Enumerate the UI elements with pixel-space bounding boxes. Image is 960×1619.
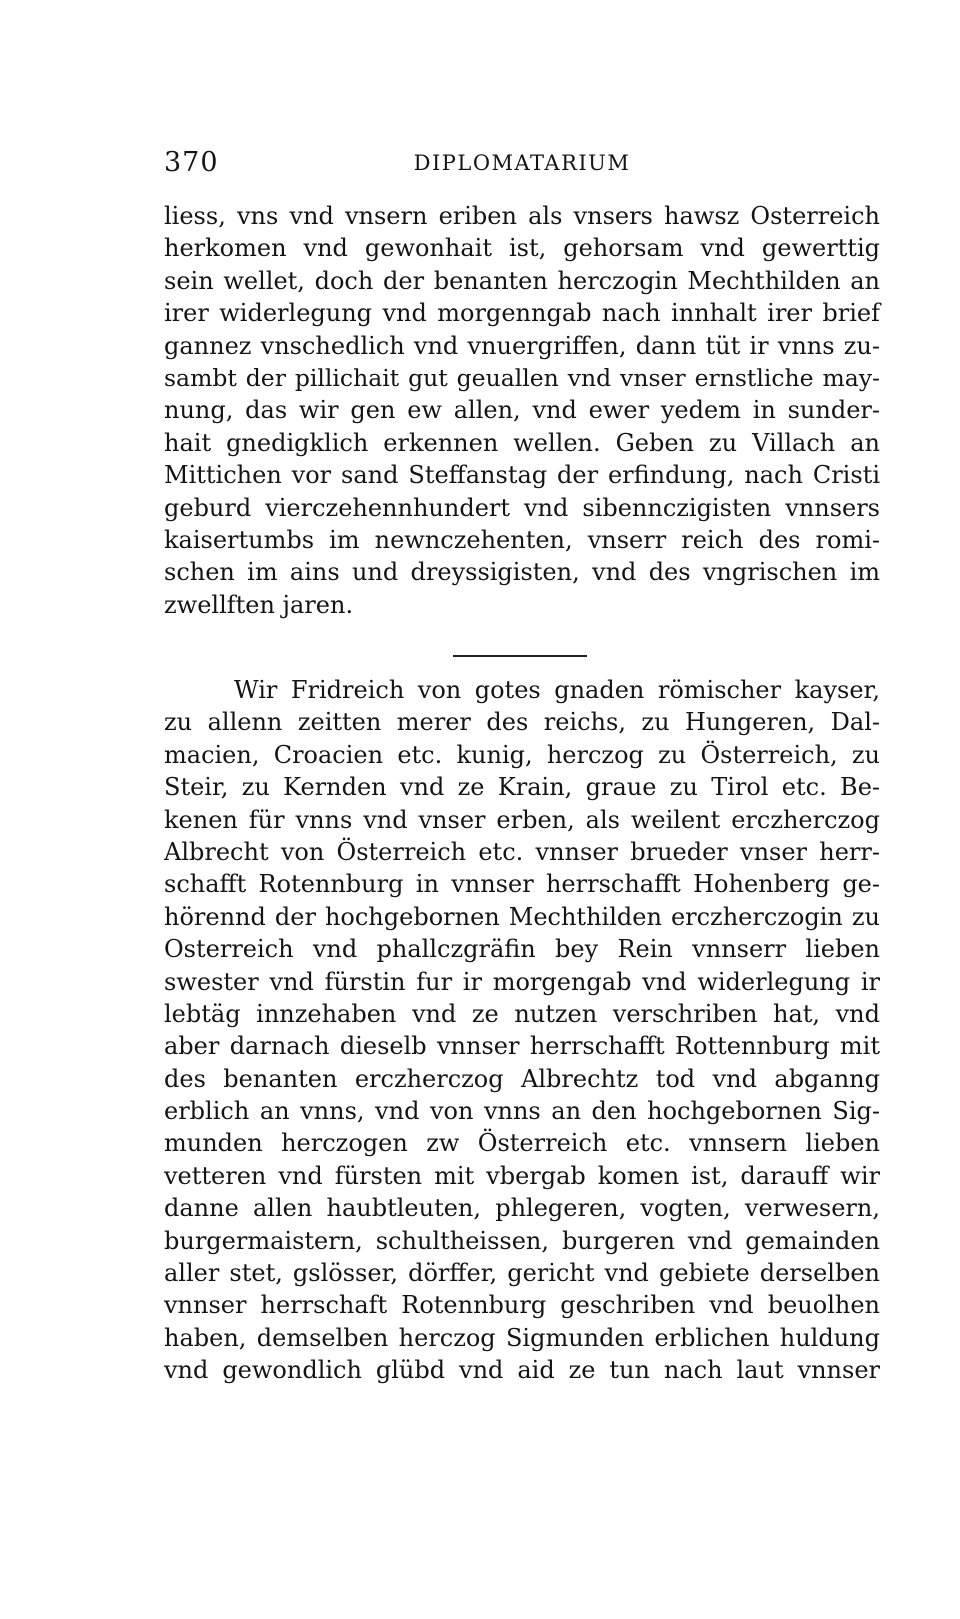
text-line: vnnser herrschaft Rotennburg geschriben vnd beuolhen (164, 1291, 880, 1320)
text-line: swester vnd fürstin fur ir morgengab vnd widerlegung ir (164, 967, 880, 996)
text-line: munden herczogen zw Österreich etc. vnnsern lieben (164, 1129, 880, 1158)
text-line: hörennd der hochgebornen Mechthilden erczherczogin zu (164, 902, 880, 931)
text-line: vnd gewondlich glübd vnd aid ze tun nach laut vnnser (164, 1356, 880, 1385)
paragraph-2 (164, 674, 880, 1387)
text-line: geburd vierczehennhundert vnd sibennczigisten vnnsers (164, 493, 880, 522)
text-line: des benanten erczherczog Albrechtz tod vnd abganng (164, 1064, 880, 1093)
text-line: schafft Rotennburg in vnnser herrschafft Hohenberg ge- (164, 870, 880, 899)
text-line: zu allenn zeitten merer des reichs, zu Hungeren, Dal- (164, 708, 880, 737)
paragraph-1 (164, 200, 880, 621)
text-line: gannez vnschedlich vnd vnuergriffen, dann tüt ir vnns zu- (164, 331, 880, 360)
text-line: herkomen vnd gewonhait ist, gehorsam vnd gewerttig (164, 234, 880, 263)
text-line: liess, vns vnd vnsern eriben als vnsers hawsz Osterreich (164, 202, 880, 230)
running-title: DIPLOMATARIUM (413, 151, 631, 175)
text-line: aber darnach dieselb vnnser herrschafft Rottennburg mit (164, 1032, 880, 1061)
text-line: sein wellet, doch der benanten herczogin Mechthilden an (164, 266, 880, 295)
text-line: burgermaistern, schultheissen, burgeren vnd gemainden (164, 1226, 880, 1255)
text-line: Steir, zu Kernden vnd ze Krain, graue zu Tirol etc. Be- (164, 773, 880, 802)
text-line: Mittichen vor sand Steffanstag der erfindung, nach Cristi (164, 461, 880, 490)
text-line: lebtäg innzehaben vnd ze nutzen verschriben hat, vnd (164, 999, 880, 1028)
text-line: aller stet, gslösser, dörffer, gericht vnd gebiete derselben (164, 1259, 880, 1288)
text-line: Wir Fridreich von gotes gnaden römischer kayser, (234, 676, 880, 704)
text-line: macien, Croacien etc. kunig, herczog zu Österreich, zu (164, 740, 880, 769)
text-line: vetteren vnd fürsten mit vbergab komen ist, darauff wir (164, 1161, 880, 1190)
page-number: 370 (164, 147, 219, 178)
text-line: Albrecht von Österreich etc. vnnser brueder vnser herr- (164, 837, 880, 866)
text-line: haben, demselben herczog Sigmunden erblichen huldung (164, 1323, 880, 1352)
text-line: schen im ains und dreyssigisten, vnd des vngrischen im (164, 558, 880, 587)
text-line: nung, das wir gen ew allen, vnd ewer yedem in sunder- (164, 396, 880, 425)
text-line: kenen für vnns vnd vnser erben, als weilent erczherczog (164, 805, 880, 834)
text-line: zwellften jaren. (164, 590, 354, 619)
text-line: erblich an vnns, vnd von vnns an den hochgebornen Sig- (164, 1097, 880, 1126)
text-line: danne allen haubtleuten, phlegeren, vogten, verwesern, (164, 1194, 880, 1223)
text-line: irer widerlegung vnd morgenngab nach innhalt irer brief (164, 299, 880, 328)
text-line: Osterreich vnd phallczgräfin bey Rein vnnserr lieben (164, 935, 880, 964)
section-separator (453, 655, 587, 657)
running-head (164, 146, 880, 180)
text-line: kaisertumbs im newnczehenten, vnserr reich des romi- (164, 525, 880, 554)
text-line: sambt der pillichait gut geuallen vnd vnser ernstliche may- (164, 363, 880, 392)
text-line: hait gnedigklich erkennen wellen. Geben zu Villach an (164, 428, 880, 457)
